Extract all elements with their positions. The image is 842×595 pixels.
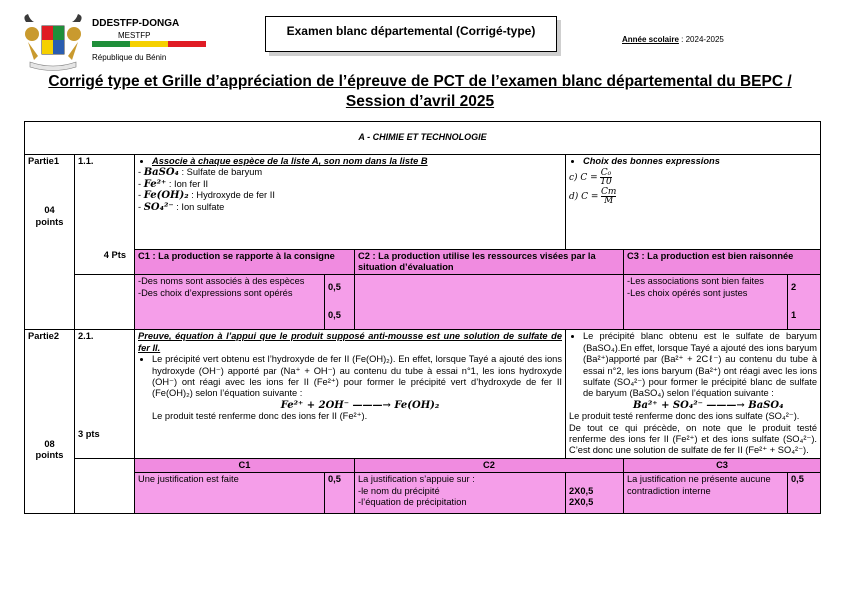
criterion-c3-header: C3	[624, 458, 821, 472]
partie1-left-heading: • Associe à chaque espèce de la liste A, son nom dans la liste B	[152, 156, 562, 167]
partie2-points-word: points	[35, 450, 64, 461]
partie2-label: Partie2	[28, 331, 60, 342]
partie2-points: 08	[44, 438, 55, 449]
partie2-c3-score: 0,5	[788, 473, 821, 514]
expression-d: d) C = $\frac{Cm}{M}$	[569, 187, 617, 207]
partie2-c1-text: Une justification est faite	[135, 473, 325, 514]
partie1-c3-scores: 2 1	[788, 275, 821, 330]
school-year-value: : 2024-2025	[681, 35, 724, 44]
partie2-cell	[25, 330, 75, 514]
partie1-left-answer	[135, 155, 566, 250]
section-a-header: A - CHIMIE ET TECHNOLOGIE	[25, 122, 821, 155]
partie1-num: 1.1.	[75, 155, 135, 250]
partie2-right-equation: Ba²⁺ + SO₄²⁻ ———→ BaSO₄	[633, 399, 784, 411]
partie2-left-equation: Fe²⁺ + 2OH⁻ ———→ Fe(OH)₂	[280, 399, 440, 411]
partie2-empty-cell	[75, 473, 135, 514]
partie2-num: 2.1.	[78, 331, 94, 342]
criterion-c1-header: C1	[135, 458, 355, 472]
partie2-left-heading: Preuve, équation à l’appui que le produit supposé anti-mousse est une solution de sulfate de fer II.	[138, 331, 562, 353]
partie2-empty-cell	[75, 458, 135, 472]
partie1-points-word: points	[35, 216, 64, 227]
ministry-name: MESTFP	[118, 31, 151, 40]
partie1-item: - BaSO₄ : Sulfate de baryum	[138, 167, 263, 179]
assessment-grid	[24, 121, 821, 514]
partie2-right-conclusion1: Le produit testé renferme donc des ions sulfate (SO₄²⁻).	[569, 411, 800, 422]
school-year-label: Année scolaire	[622, 35, 679, 44]
partie1-c1-text: -Des noms sont associés à des espèces -Des choix d’expressions sont opérés	[135, 275, 325, 330]
org-name: DDESTFP-DONGA	[92, 18, 180, 29]
partie2-num-cell	[75, 330, 135, 458]
partie2-left-answer	[135, 330, 566, 458]
partie1-c2-cell	[355, 275, 624, 330]
school-year	[622, 35, 724, 44]
partie1-empty-cell	[75, 275, 135, 330]
criterion-c2-header: C2	[355, 458, 624, 472]
partie1-item: - Fe(OH)₂ : Hydroxyde de fer II	[138, 190, 275, 202]
exam-title-box: Examen blanc départemental (Corrigé-type)	[265, 16, 557, 52]
partie2-pts: 3 pts	[78, 428, 100, 439]
partie1-item: - SO₄²⁻ : Ion sulfate	[138, 201, 225, 213]
partie2-c3-text: La justification ne présente aucune contradiction interne	[624, 473, 788, 514]
criterion-c2-header: C2 : La production utilise les ressources visées par la situation d’évaluation	[355, 249, 624, 275]
partie2-left-conclusion: Le produit testé renferme donc des ions fer II (Fe²⁺).	[152, 411, 368, 422]
partie2-c2-scores: 2X0,5 2X0,5	[566, 473, 624, 514]
criterion-c1-header: C1 : La production se rapporte à la consigne	[135, 249, 355, 275]
partie2-c1-score: 0,5	[325, 473, 355, 514]
main-title-line1: Corrigé type et Grille d’appréciation de l’épreuve de PCT de l’examen blanc départemental du BEPC /	[48, 73, 792, 90]
partie1-item: - Fe²⁺ : Ion fer II	[138, 178, 209, 190]
partie1-points: 04	[44, 205, 55, 216]
partie2-left-paragraph: • Le précipité vert obtenu est l’hydroxyde de fer II (Fe(OH)₂). En effet, lorsque Tayé a ajouté des ions hydroxyde (OH⁻) apporté par (Na⁺ + OH⁻) au contenu du tube à essai n°1, les ions hydroxyde (OH⁻) ont réagi avec les ions fer II (Fe²⁺) pour former le précipité vert d’hydroxyde de fer II (Fe(OH)₂) selon l’équation suivante :	[152, 354, 562, 400]
partie1-cell	[25, 155, 75, 330]
partie2-right-answer	[566, 330, 821, 458]
main-title	[20, 72, 820, 112]
partie2-right-paragraph: • Le précipité blanc obtenu est le sulfate de baryum (BaSO₄).En effet, lorsque Tayé a ajouté des ions baryum (Ba²⁺)apporté par (Ba²⁺ + 2Cℓ⁻) au contenu du tube à essai n°2, les ions baryum (Ba²⁺) ont réagi avec les ions sulfate (SO₄²⁻) pour former le précipité blanc de sulfate de baryum (BaSO₄) selon l’équation suivante :	[583, 331, 817, 399]
partie2-c2-text: La justification s’appuie sur : -le nom du précipité -l’équation de précipitation	[355, 473, 566, 514]
partie1-right-answer	[566, 155, 821, 250]
partie1-c1-scores: 0,5 0,5	[325, 275, 355, 330]
main-title-line2: Session d’avril 2025	[345, 93, 495, 110]
expression-c: c) C = $\frac{\text{C₀}}{10}$	[569, 168, 612, 188]
partie2-right-conclusion2: De tout ce qui précède, on note que le produit testé renferme des ions fer II (Fe²⁺) et des ions sulfate (SO₄²⁻). C’est donc une solution de sulfate de fer II (Fe²⁺ + SO₄²⁻).	[569, 422, 818, 456]
benin-flag-stripe	[92, 41, 206, 47]
benin-coat-of-arms-logo	[20, 12, 86, 74]
partie1-c3-text: -Les associations sont bien faites -Les choix opérés sont justes	[624, 275, 788, 330]
country-name: République du Bénin	[92, 53, 167, 62]
partie1-pts: 4 Pts	[75, 249, 135, 275]
partie1-right-heading: • Choix des bonnes expressions	[583, 156, 817, 167]
partie1-label: Partie1	[28, 156, 60, 166]
criterion-c3-header: C3 : La production est bien raisonnée	[624, 249, 821, 275]
